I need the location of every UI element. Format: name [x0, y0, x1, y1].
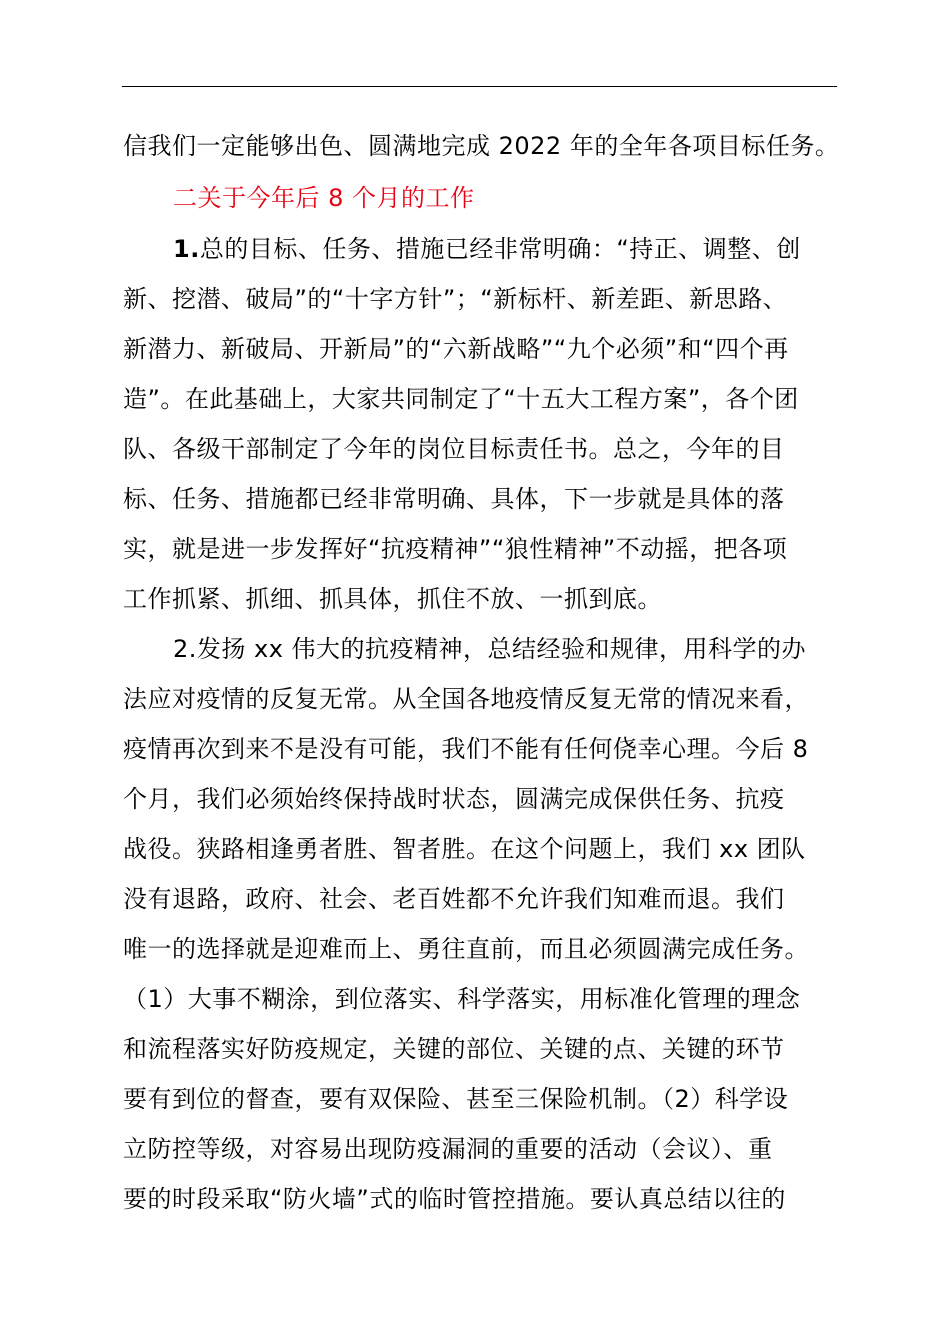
- text-line: 和流程落实好防疫规定，关键的部位、关键的点、关键的环节: [123, 1035, 785, 1063]
- text-line: 工作抓紧、抓细、抓具体，抓住不放、一抓到底。: [123, 585, 662, 613]
- text-line: 要的时段采取“防火墙”式的临时管控措施。要认真总结以往的: [123, 1185, 786, 1213]
- text-line: 信我们一定能够出色、圆满地完成 2022 年的全年各项目标任务。: [123, 132, 840, 160]
- item-number: 1.: [173, 235, 200, 263]
- header-rule: [122, 86, 837, 87]
- section-heading: 二关于今年后 8 个月的工作: [173, 184, 475, 212]
- text-line: 没有退路，政府、社会、老百姓都不允许我们知难而退。我们: [123, 885, 785, 913]
- text-line: 疫情再次到来不是没有可能，我们不能有任何侥幸心理。今后 8: [123, 735, 809, 763]
- text-line: 个月，我们必须始终保持战时状态，圆满完成保供任务、抗疫: [123, 785, 785, 813]
- text-line: 唯一的选择就是迎难而上、勇往直前，而且必须圆满完成任务。: [123, 935, 809, 963]
- text-line: 实，就是进一步发挥好“抗疫精神”“狼性精神”不动摇，把各项: [123, 535, 788, 563]
- text-line: （1）大事不糊涂，到位落实、科学落实，用标准化管理的理念: [123, 985, 801, 1013]
- text-line: 造”。在此基础上，大家共同制定了“十五大工程方案”，各个团: [123, 385, 799, 413]
- text-line: 法应对疫情的反复无常。从全国各地疫情反复无常的情况来看，: [123, 685, 809, 713]
- text-line: 新、挖潜、破局”的“十字方针”；“新标杆、新差距、新思路、: [123, 285, 788, 313]
- text-line: 标、任务、措施都已经非常明确、具体，下一步就是具体的落: [123, 485, 785, 513]
- text-line: 2.发扬 xx 伟大的抗疫精神，总结经验和规律，用科学的办: [173, 635, 807, 663]
- text-line: 立防控等级，对容易出现防疫漏洞的重要的活动（会议）、重: [123, 1135, 773, 1163]
- text-line-content: 总的目标、任务、措施已经非常明确：“持正、调整、创: [199, 235, 801, 263]
- text-line: [173, 234, 893, 264]
- text-line: 要有到位的督查，要有双保险、甚至三保险机制。（2）科学设: [123, 1085, 789, 1113]
- text-line: 战役。狭路相逢勇者胜、智者胜。在这个问题上，我们 xx 团队: [123, 835, 806, 863]
- text-line: 新潜力、新破局、开新局”的“六新战略”“九个必须”和“四个再: [123, 335, 789, 363]
- text-line: 队、各级干部制定了今年的岗位目标责任书。总之，今年的目: [123, 435, 785, 463]
